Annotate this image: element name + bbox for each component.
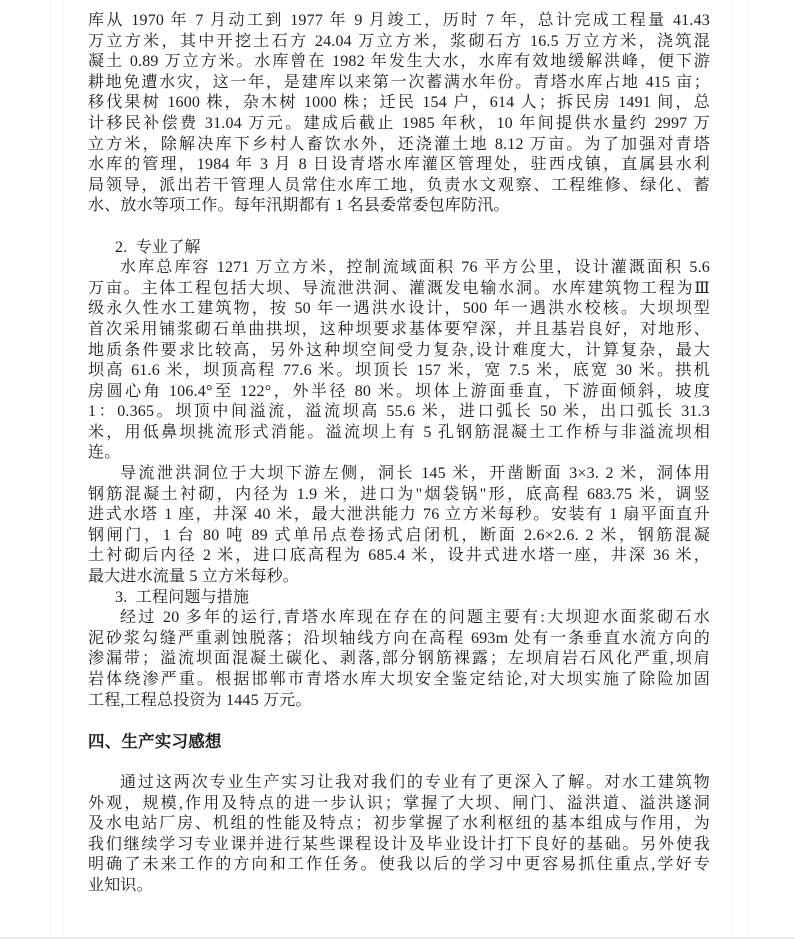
body-line: 连。 bbox=[88, 444, 121, 462]
body-line: 级永久性水工建筑物，按 50 年一遇洪水设计，500 年一遇洪水校核。大坝坝型 bbox=[88, 300, 710, 318]
document-body bbox=[88, 11, 710, 897]
body-line: 进式水塔 1 座，井深 40 米，最大泄洪能力 76 立方米每秒。安装有 1 扇平面直升 bbox=[88, 506, 710, 524]
blank-line bbox=[88, 752, 710, 773]
scan-artifact-line bbox=[50, 0, 51, 939]
body-line: 立方米，除解决库下乡村人畜饮水外，还浇灌土地 8.12 万亩。为了加强对青塔 bbox=[88, 135, 710, 153]
body-line: 水、放水等项工作。每年汛期都有 1 名县委常委包库防汛。 bbox=[88, 197, 510, 215]
body-line: 计移民补偿费 31.04 万元。建成后截止 1985 年秋，10 年间提供水量约 2997 万 bbox=[88, 114, 710, 132]
body-line: 泥砂浆勾缝严重剥蚀脱落；沿坝轴线方向在高程 693m 处有一条垂直水流方向的 bbox=[88, 629, 710, 647]
body-line: 耕地免遭水灾，这一年，是建库以来第一次蓄满水年份。青塔水库占地 415 亩； bbox=[88, 73, 710, 91]
body-line: 水库的管理，1984 年 3 月 8 日设青塔水库灌区管理处，驻西戌镇，直属县水利 bbox=[88, 156, 710, 174]
body-line: 移伐果树 1600 株，杂木树 1000 株；迁民 154 户，614 人；拆民房 1491 间，总 bbox=[88, 94, 710, 112]
body-line: 万亩。主体工程包括大坝、导流泄洪洞、灌溉发电输水洞。水库建筑物工程为Ⅲ bbox=[88, 279, 710, 297]
body-line: 及水电站厂房、机组的性能及特点；初步掌握了水利枢纽的基本组成与作用，为 bbox=[88, 815, 710, 833]
body-line: 土衬砌后内径 2 米，进口底高程为 685.4 米，设井式进水塔一座，井深 36 米， bbox=[88, 547, 710, 565]
body-line: 明确了未来工作的方向和工作任务。使我以后的学习中更容易抓住重点,学好专 bbox=[88, 856, 710, 874]
body-line: 水库总库容 1271 万立方米，控制流域面积 76 平方公里，设计灌溉面积 5.6 bbox=[120, 259, 710, 277]
body-line: 库从 1970 年 7 月动工到 1977 年 9 月竣工，历时 7 年，总计完成工程量 41.43 bbox=[88, 12, 710, 29]
body-line: 通过这两次专业生产实习让我对我们的专业有了更深入了解。对水工建筑物 bbox=[120, 773, 710, 791]
section-heading-bold: 四、生产实习感想 bbox=[88, 731, 222, 751]
body-line: 导流泄洪洞位于大坝下游左侧，洞长 145 米，开凿断面 3×3. 2 米，洞体用 bbox=[120, 465, 710, 483]
section-heading: 2. 专业了解 bbox=[115, 238, 201, 256]
body-line: 局领导，派出若干管理人员常住水库工地，负责水文观察、工程维修、绿化、蓄 bbox=[88, 176, 710, 194]
body-line: 房圆心角 106.4°至 122°，外半径 80 米。坝体上游面垂直，下游面倾斜，坡度 bbox=[88, 382, 710, 400]
body-line: 钢筋混凝土衬砌，内径为 1.9 米，进口为"烟袋锅"形，底高程 683.75 米，调竖 bbox=[88, 485, 710, 503]
body-line: 凝土 0.89 万立方米。水库曾在 1982 年发生大水，水库有效地缓解洪峰，便下游 bbox=[88, 53, 710, 71]
scan-artifact-line bbox=[747, 0, 748, 939]
body-line: 钢闸门，1 台 80 吨 89 式单吊点卷扬式启闭机，断面 2.6×2.6. 2 米，钢筋混凝 bbox=[88, 526, 710, 544]
body-line: 坝高 61.6 米，坝顶高程 77.6 米。坝顶长 157 米，宽 7.5 米，底宽 30 米。拱机 bbox=[88, 362, 710, 380]
body-line: 外观，规模,作用及特点的进一步认识；掌握了大坝、闸门、溢洪道、溢洪遂洞 bbox=[88, 794, 710, 812]
blank-line bbox=[88, 217, 710, 238]
body-line: 工程,工程总投资为 1445 万元。 bbox=[88, 691, 312, 709]
section-heading: 3. 工程问题与措施 bbox=[115, 588, 250, 606]
scan-artifact-line bbox=[731, 0, 732, 939]
blank-line bbox=[88, 711, 710, 732]
body-line: 首次采用铺浆砌石单曲拱坝，这种坝要求基体要窄深，并且基岩良好，对地形、 bbox=[88, 320, 710, 338]
scan-artifact-line bbox=[63, 0, 64, 939]
body-line: 岩体绕渗严重。根据邯郸市青塔水库大坝安全鉴定结论,对大坝实施了除险加固 bbox=[88, 671, 710, 688]
body-line: 经过 20 多年的运行,青塔水库现在存在的问题主要有:大坝迎水面浆砌石水 bbox=[120, 609, 710, 627]
body-line: 米，用低鼻坝挑流形式消能。溢流坝上有 5 孔钢筋混凝土工作桥与非溢流坝相 bbox=[88, 423, 710, 441]
body-line: 业知识。 bbox=[88, 876, 153, 894]
body-line: 最大进水流量 5 立方米每秒。 bbox=[88, 568, 300, 586]
body-line: 我们继续学习专业课并进行某些课程设计及毕业设计打下良好的基础。另外使我 bbox=[88, 835, 710, 853]
body-line: 万立方米，其中开挖土石方 24.04 万立方米，浆砌石方 16.5 万立方米，浇筑混 bbox=[88, 32, 710, 50]
body-line: 地质条件要求比较高，另外这种坝空间受力复杂,设计难度大，计算复杂，最大 bbox=[88, 341, 710, 359]
body-line: 渗漏带；溢流坝面混凝土碳化、剥落,部分钢筋裸露；左坝肩岩石风化严重,坝肩 bbox=[88, 650, 710, 668]
body-line: 1：0.365。坝顶中间溢流，溢流坝高 55.6 米，进口弧长 50 米，出口弧长 31.3 bbox=[88, 403, 710, 421]
